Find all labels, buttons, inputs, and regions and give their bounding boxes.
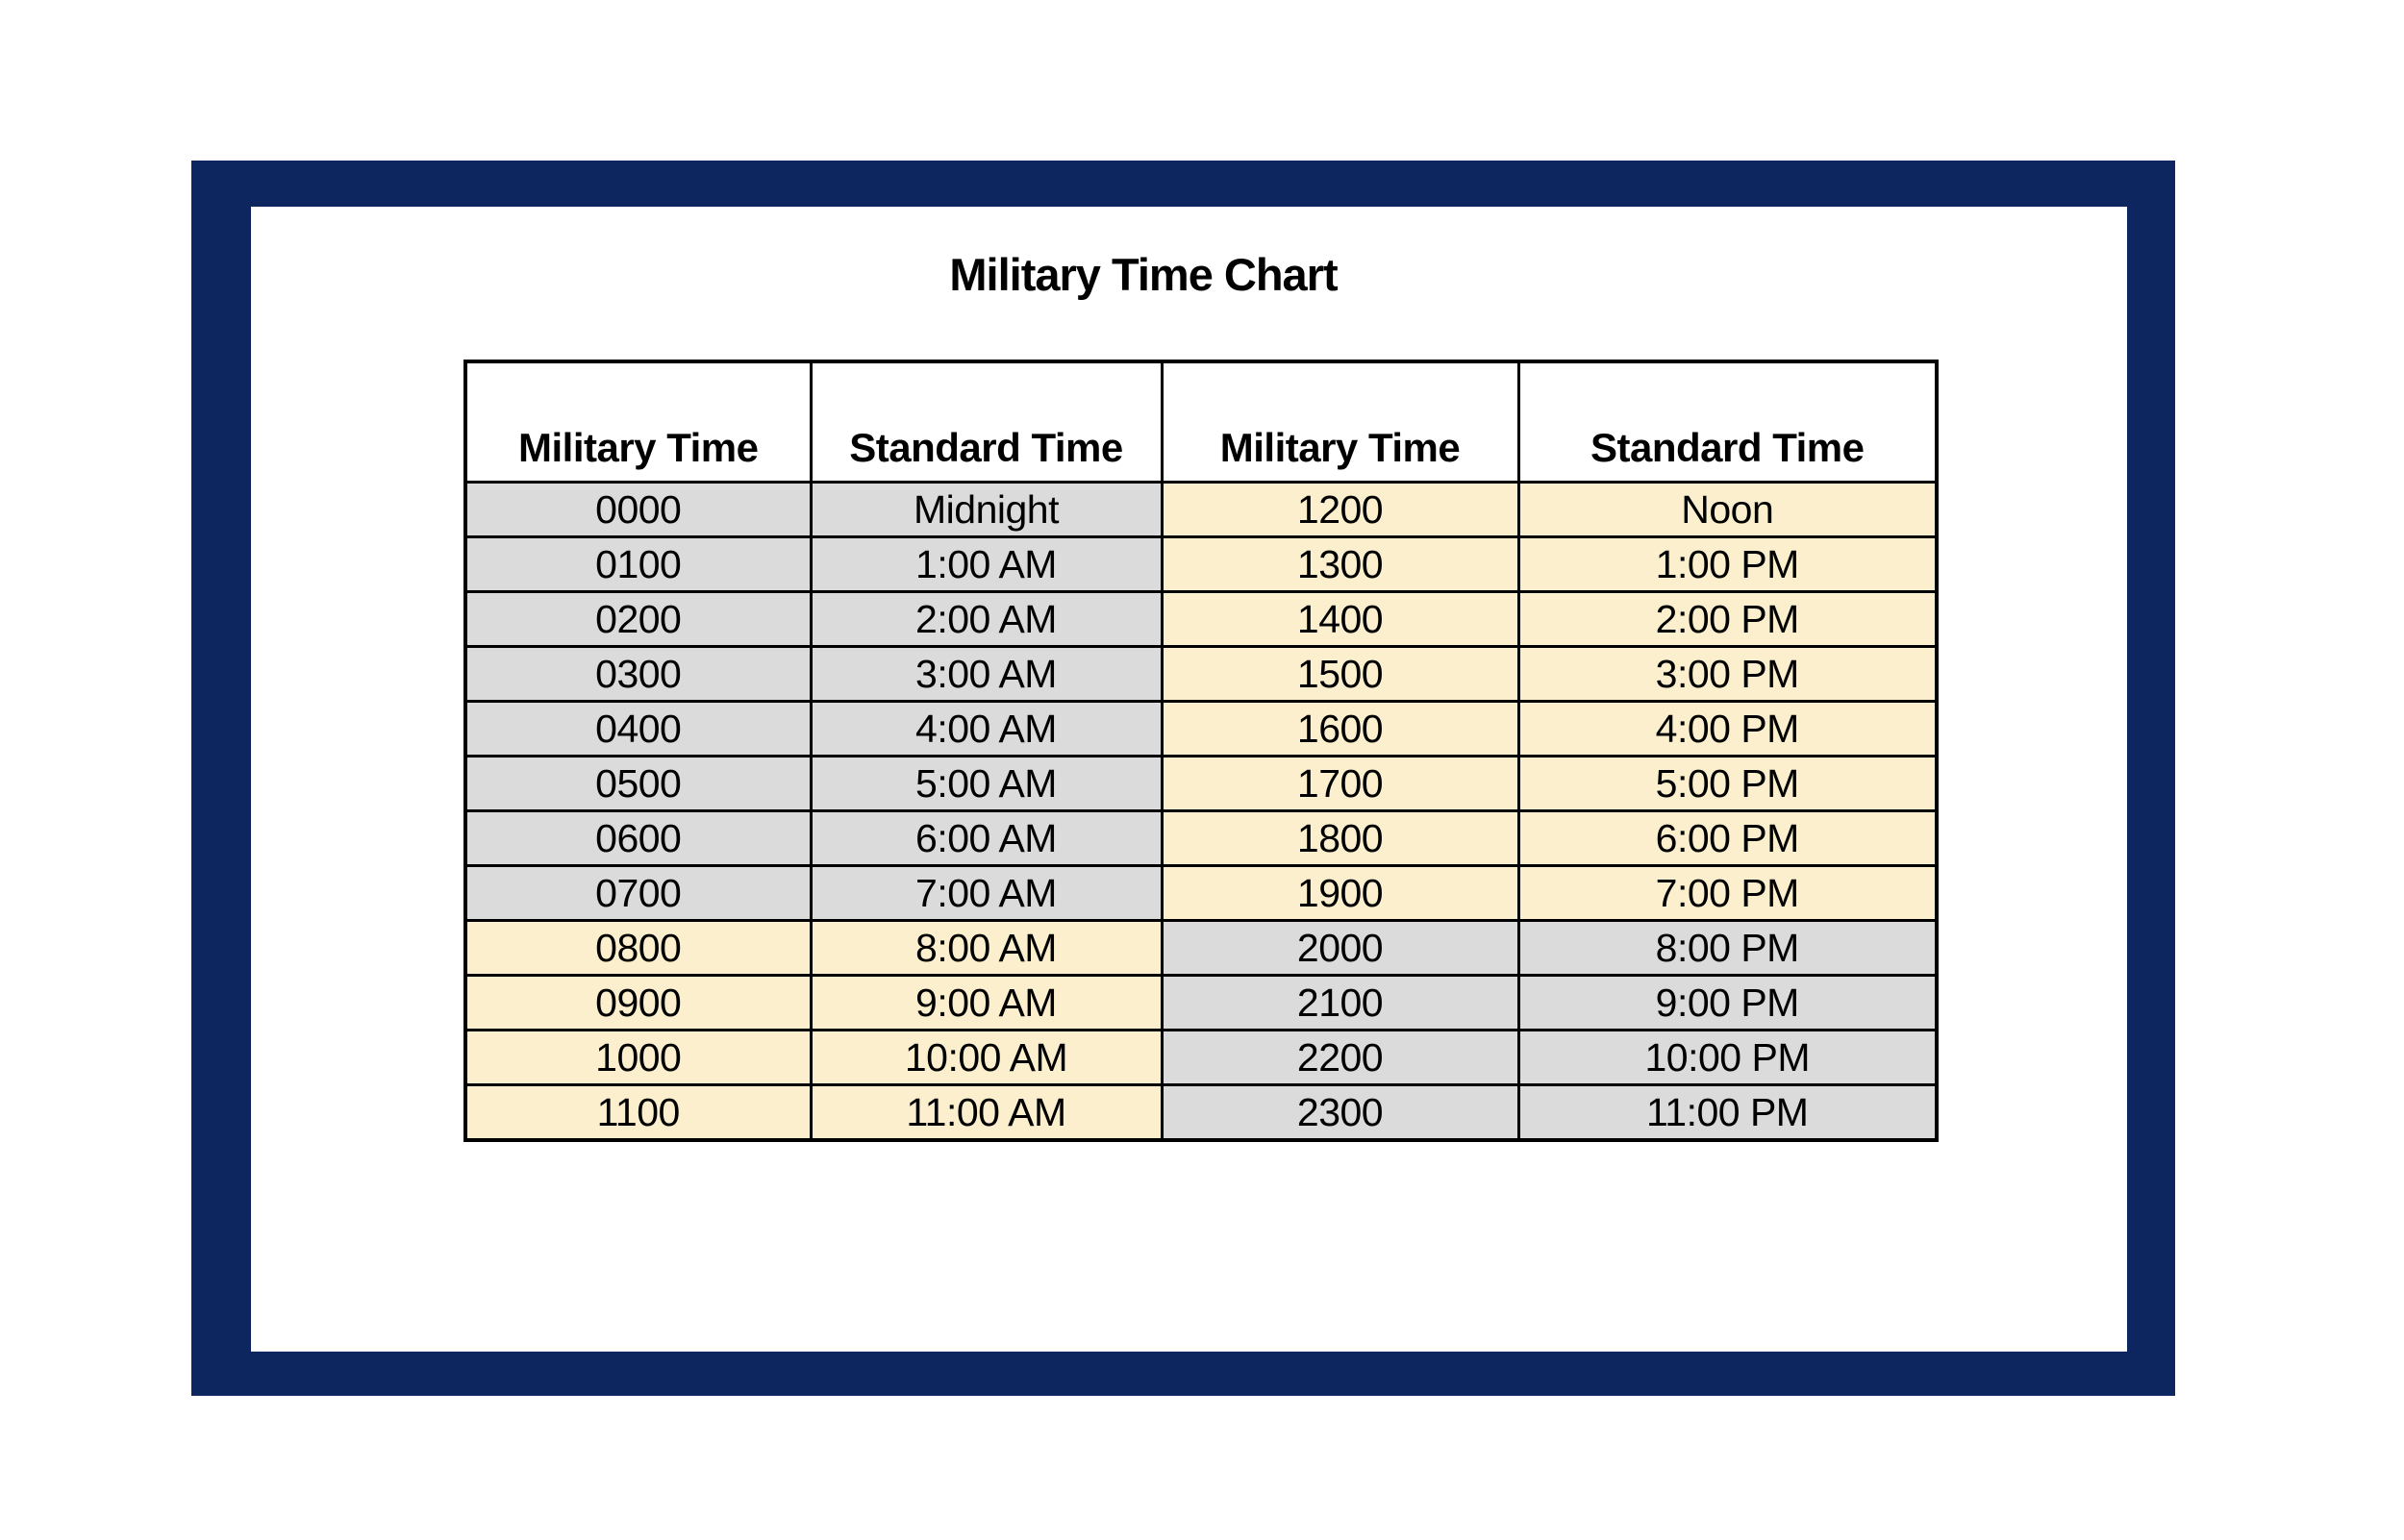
table-row bbox=[465, 1031, 1937, 1085]
cell-military-time: 0200 bbox=[465, 592, 811, 647]
column-header-standard-time-1: Standard Time bbox=[811, 361, 1162, 483]
cell-standard-time: Midnight bbox=[811, 483, 1162, 537]
cell-standard-time: 7:00 PM bbox=[1518, 866, 1937, 921]
cell-military-time: 2100 bbox=[1162, 976, 1518, 1031]
cell-standard-time: 10:00 AM bbox=[811, 1031, 1162, 1085]
military-time-table bbox=[463, 360, 1939, 1142]
cell-military-time: 1100 bbox=[465, 1085, 811, 1141]
table-row bbox=[465, 483, 1937, 537]
cell-standard-time: 2:00 PM bbox=[1518, 592, 1937, 647]
cell-standard-time: 8:00 AM bbox=[811, 921, 1162, 976]
cell-standard-time: 5:00 PM bbox=[1518, 757, 1937, 811]
cell-military-time: 1600 bbox=[1162, 702, 1518, 757]
column-header-standard-time-2: Standard Time bbox=[1518, 361, 1937, 483]
cell-standard-time: 2:00 AM bbox=[811, 592, 1162, 647]
header-row bbox=[465, 361, 1937, 483]
cell-military-time: 0600 bbox=[465, 811, 811, 866]
table-row bbox=[465, 647, 1937, 702]
cell-military-time: 0100 bbox=[465, 537, 811, 592]
cell-military-time: 0900 bbox=[465, 976, 811, 1031]
table-row bbox=[465, 811, 1937, 866]
cell-military-time: 2300 bbox=[1162, 1085, 1518, 1141]
cell-military-time: 1800 bbox=[1162, 811, 1518, 866]
cell-military-time: 0000 bbox=[465, 483, 811, 537]
cell-standard-time: 3:00 AM bbox=[811, 647, 1162, 702]
cell-military-time: 1300 bbox=[1162, 537, 1518, 592]
cell-standard-time: 3:00 PM bbox=[1518, 647, 1937, 702]
cell-military-time: 0300 bbox=[465, 647, 811, 702]
cell-military-time: 1200 bbox=[1162, 483, 1518, 537]
table-row bbox=[465, 702, 1937, 757]
cell-standard-time: 4:00 AM bbox=[811, 702, 1162, 757]
table-row bbox=[465, 592, 1937, 647]
cell-military-time: 2200 bbox=[1162, 1031, 1518, 1085]
cell-standard-time: Noon bbox=[1518, 483, 1937, 537]
cell-military-time: 1400 bbox=[1162, 592, 1518, 647]
cell-military-time: 0800 bbox=[465, 921, 811, 976]
cell-standard-time: 11:00 PM bbox=[1518, 1085, 1937, 1141]
cell-standard-time: 8:00 PM bbox=[1518, 921, 1937, 976]
table-row bbox=[465, 757, 1937, 811]
table-row bbox=[465, 976, 1937, 1031]
cell-military-time: 0700 bbox=[465, 866, 811, 921]
cell-standard-time: 4:00 PM bbox=[1518, 702, 1937, 757]
cell-military-time: 1000 bbox=[465, 1031, 811, 1085]
cell-military-time: 0400 bbox=[465, 702, 811, 757]
cell-standard-time: 9:00 AM bbox=[811, 976, 1162, 1031]
cell-standard-time: 11:00 AM bbox=[811, 1085, 1162, 1141]
cell-military-time: 1500 bbox=[1162, 647, 1518, 702]
cell-standard-time: 10:00 PM bbox=[1518, 1031, 1937, 1085]
column-header-military-time-2: Military Time bbox=[1162, 361, 1518, 483]
table-row bbox=[465, 537, 1937, 592]
cell-standard-time: 1:00 PM bbox=[1518, 537, 1937, 592]
cell-standard-time: 9:00 PM bbox=[1518, 976, 1937, 1031]
table-row bbox=[465, 921, 1937, 976]
cell-military-time: 1900 bbox=[1162, 866, 1518, 921]
table-row bbox=[465, 1085, 1937, 1141]
table-row bbox=[465, 866, 1937, 921]
cell-standard-time: 6:00 AM bbox=[811, 811, 1162, 866]
cell-standard-time: 1:00 AM bbox=[811, 537, 1162, 592]
cell-military-time: 1700 bbox=[1162, 757, 1518, 811]
cell-standard-time: 5:00 AM bbox=[811, 757, 1162, 811]
page-title: Military Time Chart bbox=[949, 249, 1338, 300]
column-header-military-time-1: Military Time bbox=[465, 361, 811, 483]
cell-standard-time: 7:00 AM bbox=[811, 866, 1162, 921]
cell-military-time: 2000 bbox=[1162, 921, 1518, 976]
cell-military-time: 0500 bbox=[465, 757, 811, 811]
cell-standard-time: 6:00 PM bbox=[1518, 811, 1937, 866]
